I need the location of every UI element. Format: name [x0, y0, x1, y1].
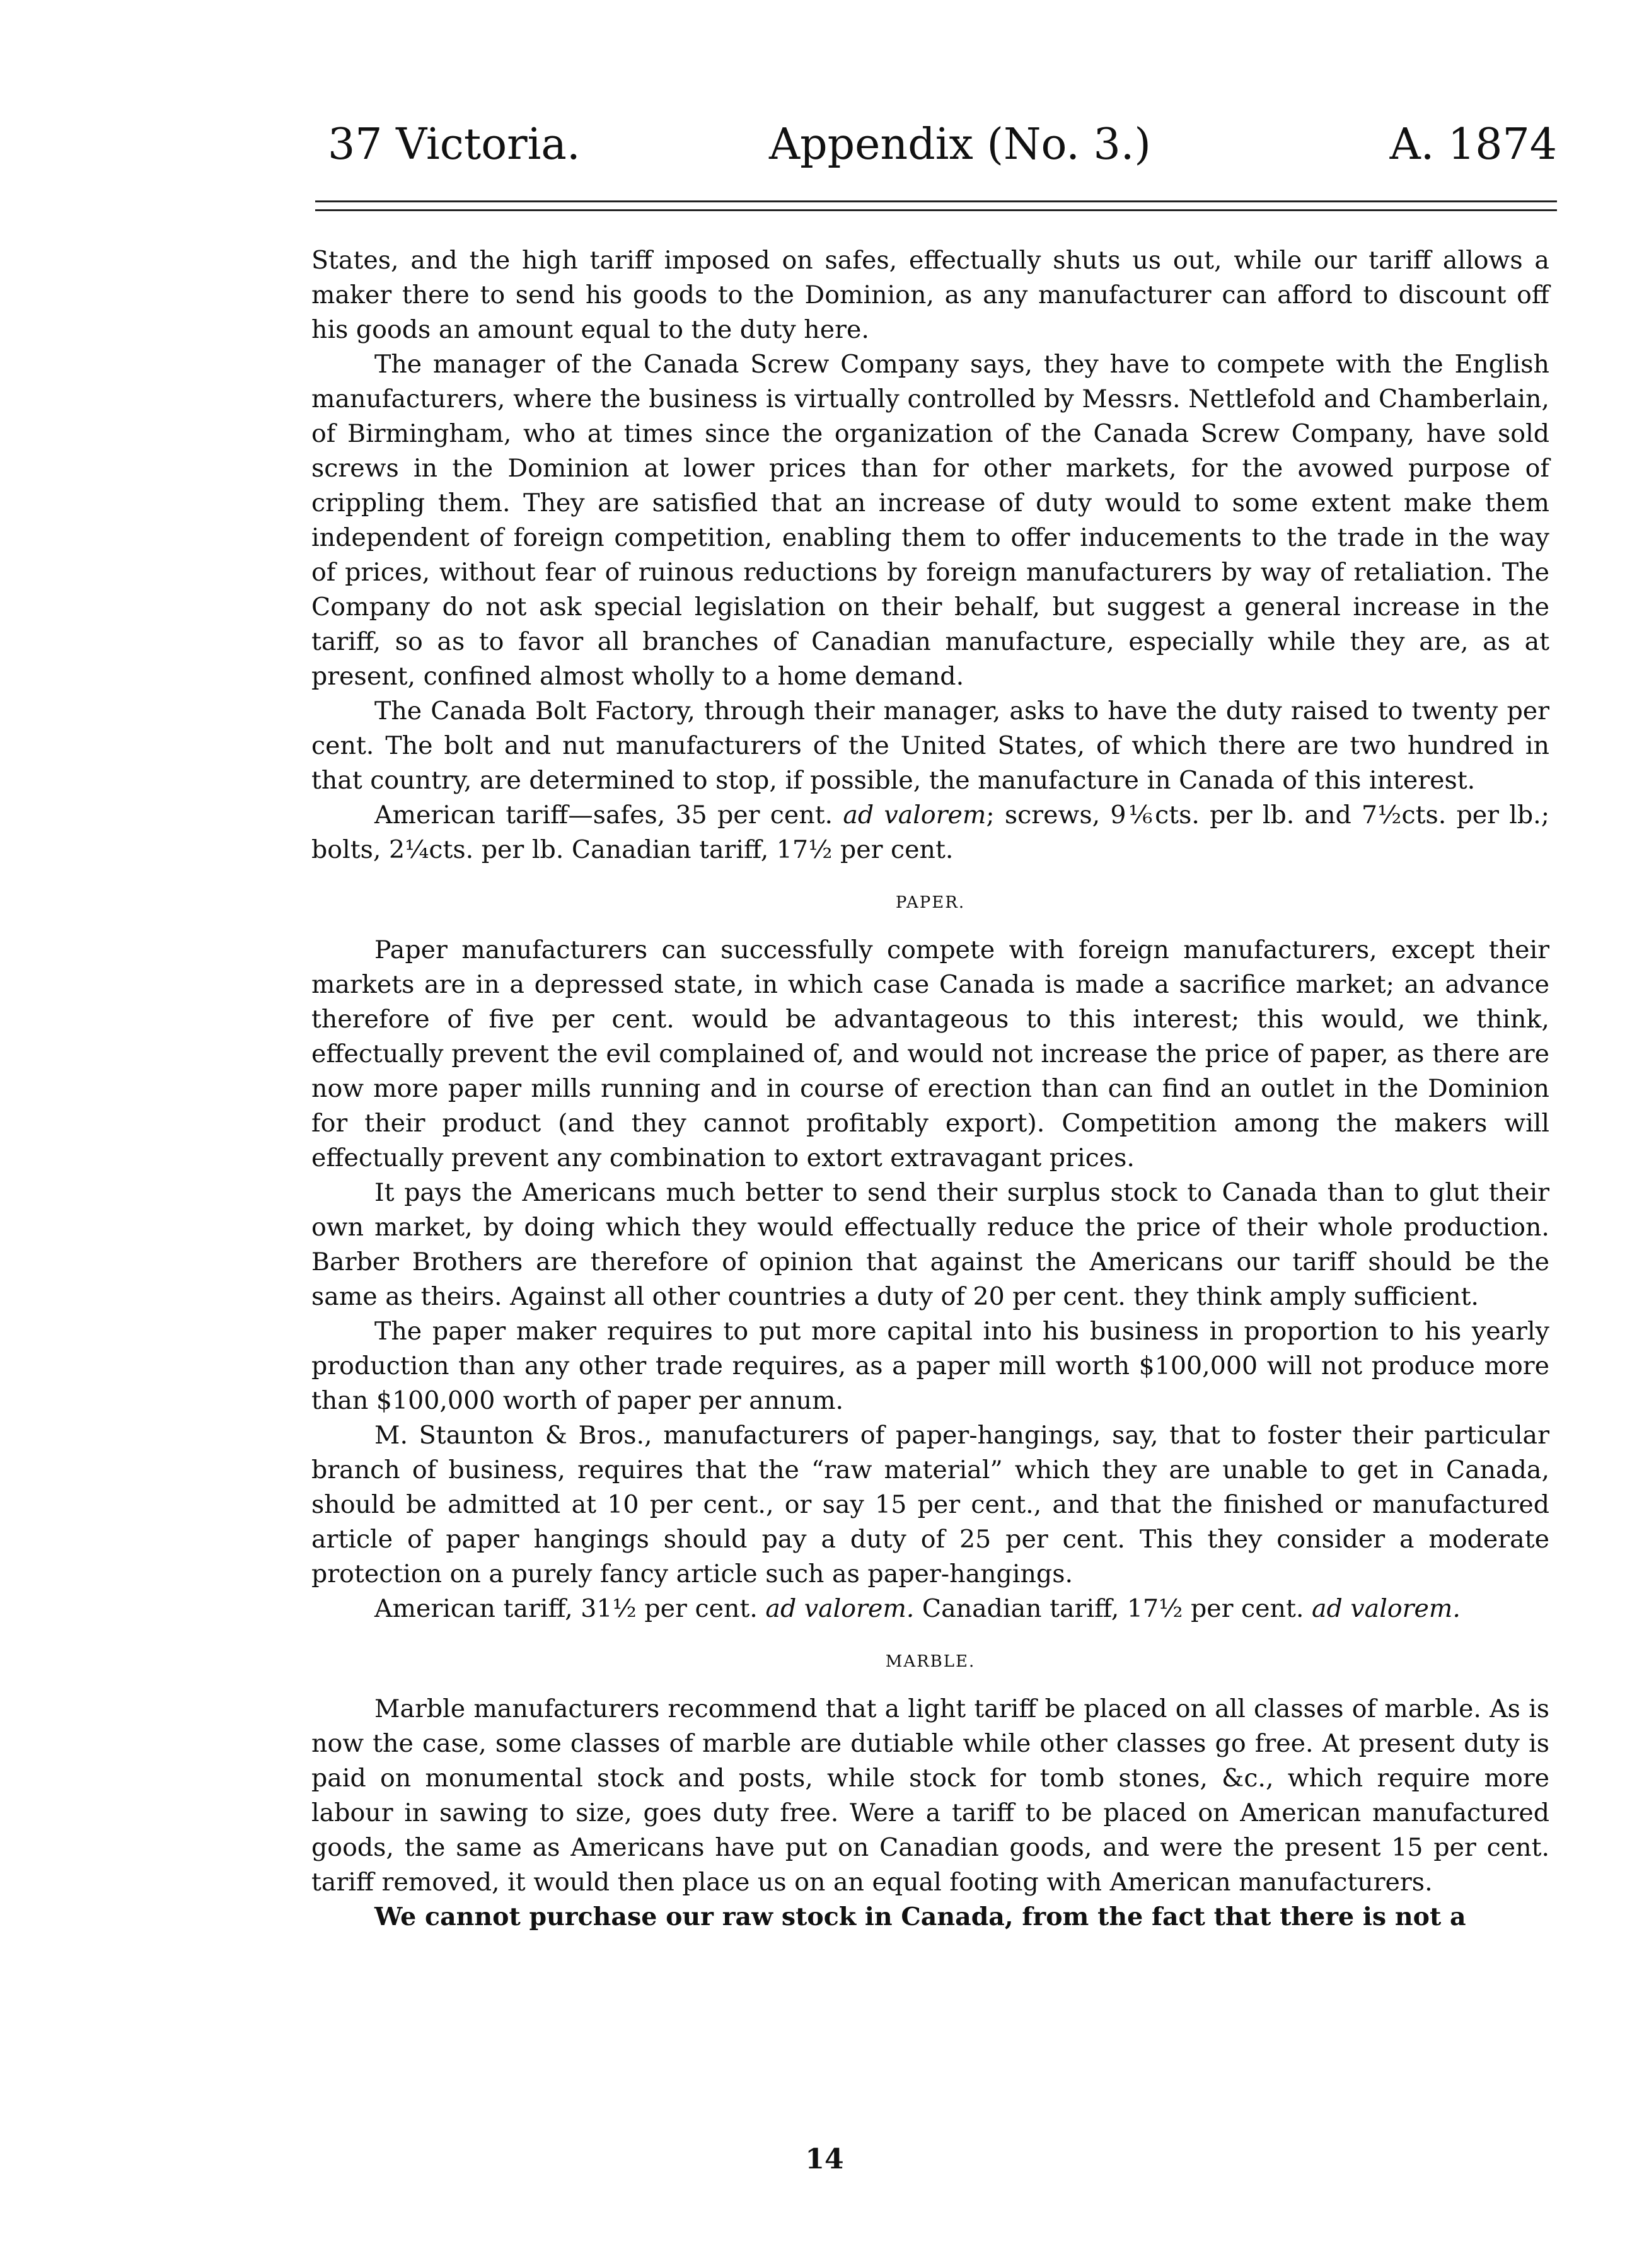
page-number: 14	[805, 2143, 844, 2175]
section-heading-paper: PAPER.	[895, 893, 966, 912]
header-rule-bottom	[315, 209, 1557, 211]
section-heading-marble: MARBLE.	[885, 1652, 976, 1671]
header-session: 37 Victoria.	[328, 120, 581, 170]
running-header	[328, 110, 1557, 180]
header-year: A. 1874	[1389, 120, 1557, 170]
paragraph: It pays the Americans much better to send their surplus stock to Canada than to glut their own market, by doing which they would effectually reduce the price of their whole production. Barber Brothers are therefore of opinion that against the Americans our tariff should be the same as theirs. Against all other countries a duty of 20 per cent. they think amply sufficient.	[311, 1178, 1549, 1311]
paragraph: Paper manufacturers can successfully compete with foreign manufacturers, except their markets are in a depressed state, in which case Canada is made a sacrifice market; an advance therefore of five per cent. would be advantageous to this interest; this would, we think, effectually prevent the evil complained of, and would not increase the price of paper, as there are now more paper mills running and in course of erection than can find an outlet in the Dominion for their product (and they cannot profitably export). Competition among the makers will effectually prevent any combination to extort extravagant prices.	[311, 935, 1549, 1172]
header-rule-top	[315, 200, 1557, 202]
paragraph: States, and the high tariff imposed on safes, effectually shuts us out, while our tariff allows a maker there to send his goods to the Dominion, as any manufacturer can afford to discount off his goods an amount equal to the duty here.	[311, 246, 1549, 344]
paragraph-continued: We cannot purchase our raw stock in Canada, from the fact that there is not a	[374, 1902, 1466, 1931]
tariff-line-paper: American tariff, 31½ per cent. ad valorem. Canadian tariff, 17½ per cent. ad valorem.	[374, 1594, 1461, 1623]
paragraph: M. Staunton & Bros., manufacturers of paper-hangings, say, that to foster their particular branch of business, requires that the “raw material” which they are unable to get in Canada, should be admitted at 10 per cent., or say 15 per cent., and that the finished or manufactured article of paper hangings should pay a duty of 25 per cent. This they consider a moderate protection on a purely fancy article such as paper-hangings.	[311, 1421, 1549, 1588]
document-body	[311, 243, 1549, 1935]
header-appendix: Appendix (No. 3.)	[769, 120, 1151, 170]
paragraph: The Canada Bolt Factory, through their manager, asks to have the duty raised to twenty per cent. The bolt and nut manufacturers of the United States, of which there are two hundred in that country, are determined to stop, if possible, the manufacture in Canada of this interest.	[311, 697, 1549, 795]
paragraph: Marble manufacturers recommend that a light tariff be placed on all classes of marble. As is now the case, some classes of marble are dutiable while other classes go free. At present duty is paid on monumental stock and posts, while stock for tomb stones, &c., which require more labour in sawing to size, goes duty free. Were a tariff to be placed on American manufactured goods, the same as Americans have put on Canadian goods, and were the present 15 per cent. tariff removed, it would then place us on an equal footing with American manufacturers.	[311, 1694, 1549, 1897]
paragraph: The manager of the Canada Screw Company says, they have to compete with the English manufacturers, where the business is virtually controlled by Messrs. Nettlefold and Chamberlain, of Birmingham, who at times since the organization of the Canada Screw Company, have sold screws in the Dominion at lower prices than for other markets, for the avowed purpose of crippling them. They are satisfied that an increase of duty would to some extent make them independent of foreign competition, enabling them to offer inducements to the trade in the way of prices, without fear of ruinous reductions by foreign manufacturers by way of retaliation. The Company do not ask special legislation on their behalf, but suggest a general increase in the tariff, so as to favor all branches of Canadian manufacture, especially while they are, as at present, confined almost wholly to a home demand.	[311, 350, 1549, 691]
tariff-line-safes: American tariff—safes, 35 per cent. ad valorem; screws, 9⅙cts. per lb. and 7½cts. per lb.; bolts, 2¼cts. per lb. Canadian tariff, 17½ per cent.	[311, 801, 1550, 864]
paragraph: The paper maker requires to put more capital into his business in proportion to his yearly production than any other trade requires, as a paper mill worth $100,000 will not produce more than $100,000 worth of paper per annum.	[311, 1317, 1549, 1415]
